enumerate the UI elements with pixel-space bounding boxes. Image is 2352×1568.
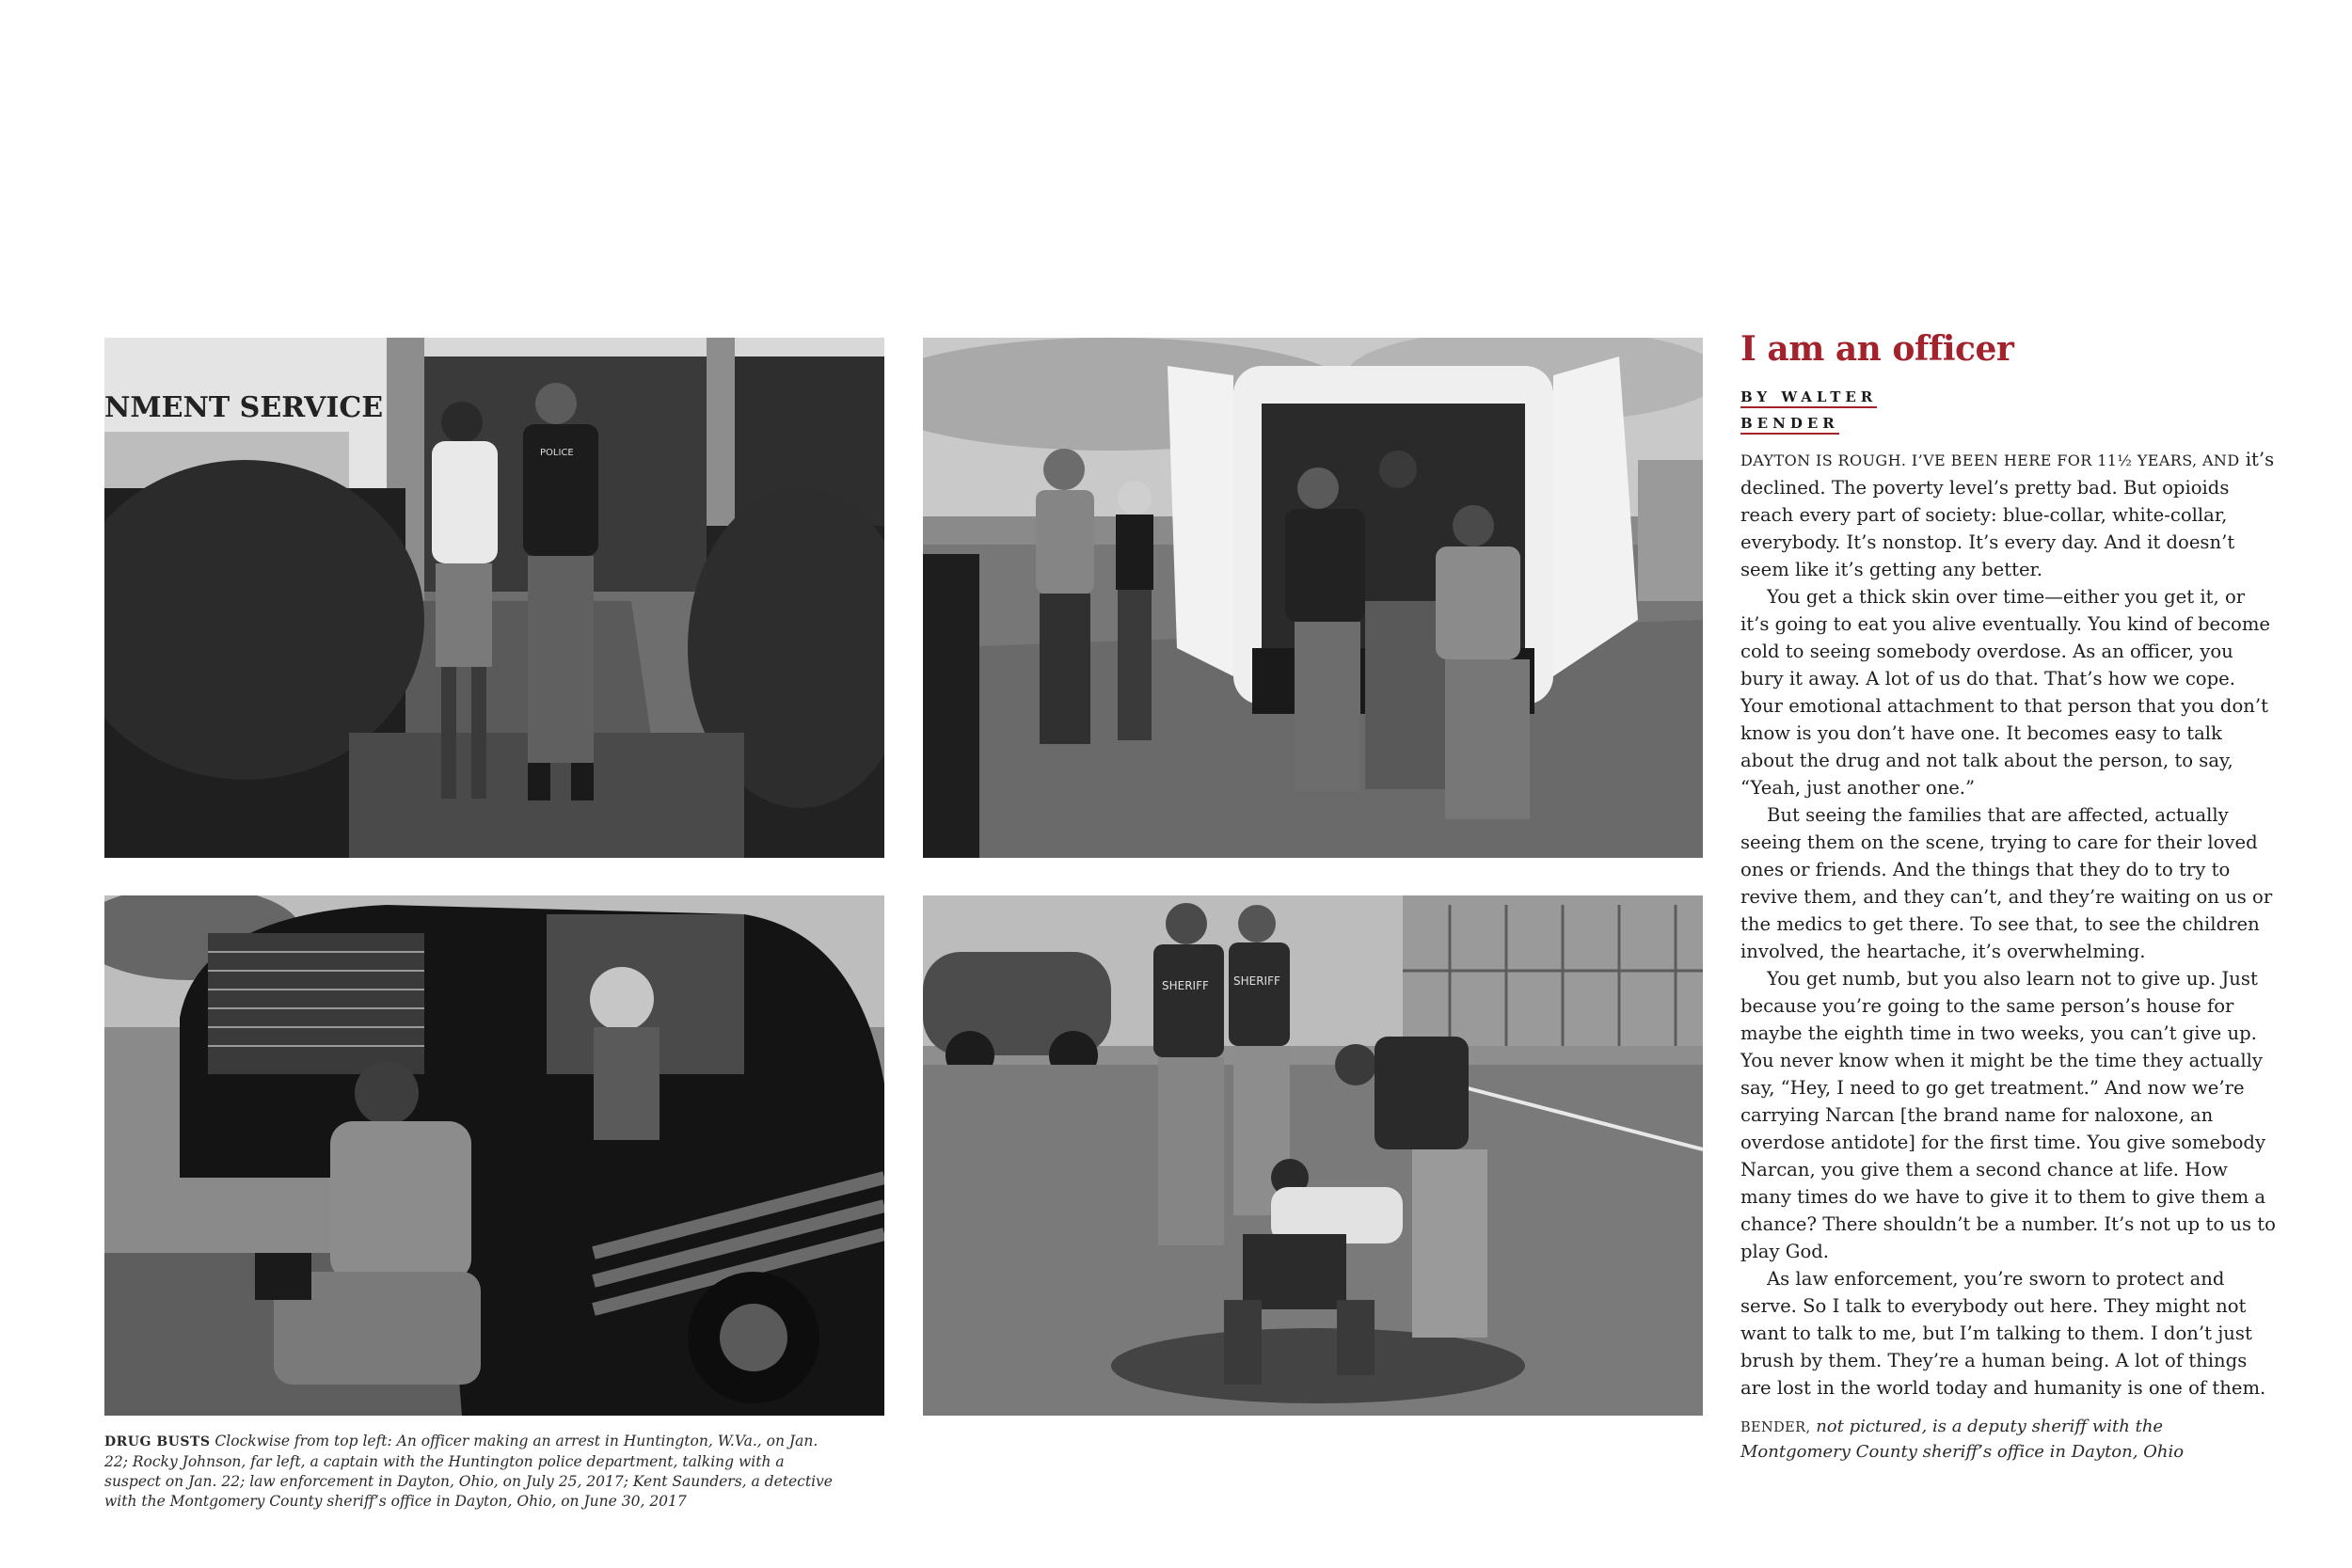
photo-patrol-car <box>104 895 884 1416</box>
photo-caption <box>104 1432 838 1512</box>
storefront-sign-text: NMENT SERVICE <box>104 391 384 424</box>
paragraph-lead-in: DAYTON IS ROUGH. I’VE BEEN HERE FOR 11½ YEARS, AND <box>1740 451 2240 469</box>
author-bio <box>1740 1415 2277 1464</box>
photo-arrest-porch <box>104 338 884 858</box>
photo-van-search <box>923 338 1703 858</box>
photo-parking-lot-arrest-image <box>923 895 1703 1416</box>
bio-name: BENDER, <box>1740 1420 1811 1435</box>
article-paragraph: As law enforcement, you’re sworn to protect and serve. So I talk to everybody out here. They might not want to talk to me, but I’m talking to them. I don’t just brush by them. They’re a human being. A lot of things are lost in the world today and humanity is one of them. <box>1740 1268 2266 1399</box>
photo-parking-lot-arrest <box>923 895 1703 1416</box>
caption-body: Clockwise from top left: An officer making an arrest in Huntington, W.Va., on Jan. 22; Rocky Johnson, far left, a captain with the Huntington police department, talking with a suspect on Jan. 22; law enforcement in Dayton, Ohio, on July 25, 2017; Kent Saunders, a detective with the Montgomery County sheriff’s office in Dayton, Ohio, on June 30, 2017 <box>104 1433 833 1510</box>
byline-name: BENDER <box>1740 415 1839 435</box>
bio-text: not pictured, is a deputy sheriff with the Montgomery County sheriff’s office in Dayton, Ohio <box>1740 1417 2185 1462</box>
article-paragraph <box>1740 446 2277 583</box>
article-paragraph: But seeing the families that are affected, actually seeing them on the scene, trying to care for their loved ones or friends. And the things that they do to try to revive them, and they can’t, and they’re waiting on us or the medics to get there. To see that, to see the children involved, the heartache, it’s overwhelming. <box>1740 804 2273 962</box>
photo-arrest-porch-image <box>104 338 884 858</box>
article-headline: I am an officer <box>1740 329 2014 369</box>
vest-text-left: SHERIFF <box>1162 979 1209 992</box>
vest-text-right: SHERIFF <box>1233 974 1280 988</box>
article-paragraph: You get numb, but you also learn not to give up. Just because you’re going to the same person’s house for maybe the eighth time in two weeks, you can’t give up. You never know when it might be the time they actually say, “Hey, I need to go get treatment.” And now we’re carrying Narcan [the brand name for naloxone, an overdose antidote] for the first time. You give somebody Narcan, you give them a second chance at life. How many times do we have to give it to them to give them a chance? There shouldn’t be a number. It’s not up to us to play God. <box>1740 968 2276 1262</box>
caption-lead: DRUG BUSTS <box>104 1434 211 1449</box>
police-patch-text: POLICE <box>540 448 574 458</box>
photo-patrol-car-image <box>104 895 884 1416</box>
photo-van-search-image <box>923 338 1703 858</box>
paragraph-text: it’s declined. The poverty level’s pretty bad. But opioids reach every part of society: blue-collar, white-collar, everybody. It’s nonstop. It’s every day. And it doesn’t seem like it’s getting any better. <box>1740 449 2275 580</box>
article-body <box>1740 446 2277 1402</box>
article-byline <box>1740 384 2277 436</box>
byline-prefix: BY WALTER <box>1740 388 1877 408</box>
article <box>1740 329 2277 1464</box>
article-paragraph: You get a thick skin over time—either you get it, or it’s going to eat you alive eventually. You kind of become cold to seeing somebody overdose. As an officer, you bury it away. A lot of us do that. That’s how we cope. Your emotional attachment to that person that you don’t know is you don’t have one. It becomes easy to talk about the drug and not talk about the person, to say, “Yeah, just another one.” <box>1740 586 2271 799</box>
